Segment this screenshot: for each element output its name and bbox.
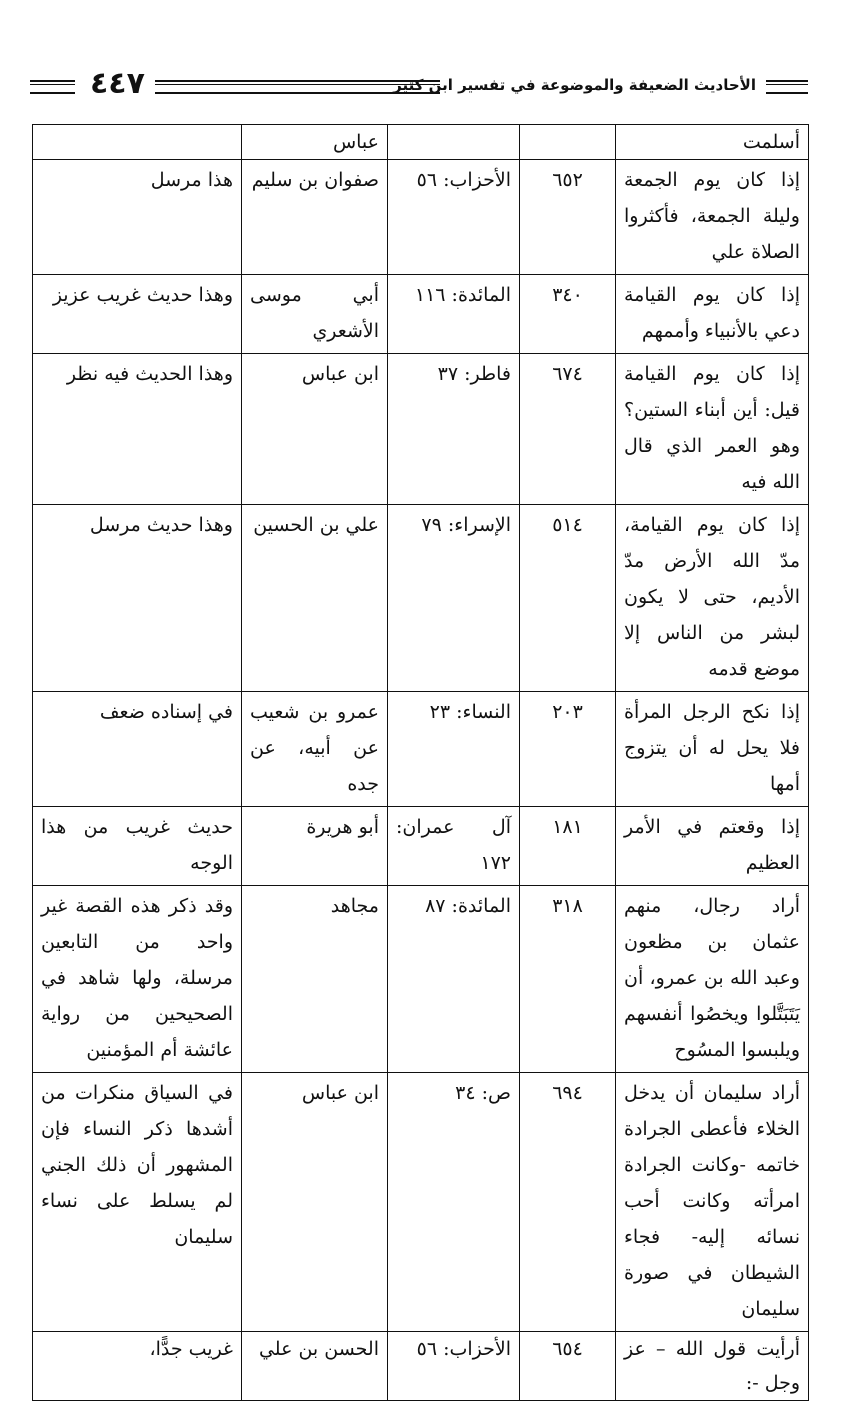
header-rule-right: [766, 80, 808, 94]
verse-reference-cell: فاطر: ٣٧: [388, 354, 520, 505]
ruling-cell: حديث غريب من هذا الوجه: [33, 807, 242, 886]
hadith-number-cell: [520, 125, 616, 160]
hadith-table: [32, 124, 809, 1401]
hadith-text-cell: أرأيت قول الله – عز وجل -:: [616, 1332, 809, 1401]
table-row: [33, 505, 809, 692]
narrator-cell: أبي موسى الأشعري: [242, 275, 388, 354]
ruling-cell: غريب جدًّا،: [33, 1332, 242, 1401]
hadith-text-cell: أراد سليمان أن يدخل الخلاء فأعطى الجرادة خاتمه -وكانت الجرادة امرأته وكانت أحب نسائه إليه- فجاء الشيطان في صورة سليمان: [616, 1073, 809, 1332]
ruling-cell: في السياق منكرات من أشدها ذكر النساء فإن المشهور أن ذلك الجني لم يسلط على نساء سليمان: [33, 1073, 242, 1332]
narrator-cell: أبو هريرة: [242, 807, 388, 886]
hadith-number-cell: ٦٩٤: [520, 1073, 616, 1332]
table-row: [33, 1073, 809, 1332]
hadith-text-cell: أراد رجال، منهم عثمان بن مظعون وعبد الله بن عمرو، أن يَتَبَتَّلوا ويخصُوا أنفسهم ويلبسوا المسُوح: [616, 886, 809, 1073]
verse-reference-cell: الإسراء: ٧٩: [388, 505, 520, 692]
narrator-cell: صفوان بن سليم: [242, 160, 388, 275]
table-row: [33, 1332, 809, 1401]
table-row: [33, 275, 809, 354]
table-row: [33, 807, 809, 886]
page-number: ٤٤٧: [90, 66, 145, 101]
narrator-cell: ابن عباس: [242, 1073, 388, 1332]
verse-reference-cell: ص: ٣٤: [388, 1073, 520, 1332]
table-row: [33, 886, 809, 1073]
hadith-number-cell: ٣٤٠: [520, 275, 616, 354]
hadith-number-cell: ١٨١: [520, 807, 616, 886]
hadith-text-cell: إذا وقعتم في الأمر العظيم: [616, 807, 809, 886]
ruling-cell: وهذا حديث غريب عزيز: [33, 275, 242, 354]
narrator-cell: الحسن بن علي: [242, 1332, 388, 1401]
page-header: [30, 62, 808, 106]
running-title: الأحاديث الضعيفة والموضوعة في تفسير ابن كثير: [393, 76, 756, 94]
hadith-number-cell: ٢٠٣: [520, 692, 616, 807]
narrator-cell: علي بن الحسين: [242, 505, 388, 692]
ruling-cell: وهذا حديث مرسل: [33, 505, 242, 692]
narrator-cell: عباس: [242, 125, 388, 160]
table-row: [33, 692, 809, 807]
ruling-cell: وقد ذكر هذه القصة غير واحد من التابعين مرسلة، ولها شاهد في الصحيحين من رواية عائشة أم المؤمنين: [33, 886, 242, 1073]
ruling-cell: هذا مرسل: [33, 160, 242, 275]
verse-reference-cell: النساء: ٢٣: [388, 692, 520, 807]
verse-reference-cell: [388, 125, 520, 160]
hadith-number-cell: ٦٧٤: [520, 354, 616, 505]
header-rule-middle: [155, 80, 440, 94]
hadith-text-cell: إذا نكح الرجل المرأة فلا يحل له أن يتزوج أمها: [616, 692, 809, 807]
hadith-number-cell: ٥١٤: [520, 505, 616, 692]
ruling-cell: في إسناده ضعف: [33, 692, 242, 807]
hadith-text-cell: أسلمت: [616, 125, 809, 160]
hadith-text-cell: إذا كان يوم الجمعة وليلة الجمعة، فأكثروا الصلاة علي: [616, 160, 809, 275]
hadith-text-cell: إذا كان يوم القيامة دعي بالأنبياء وأممهم: [616, 275, 809, 354]
hadith-number-cell: ٣١٨: [520, 886, 616, 1073]
table-row: [33, 160, 809, 275]
ruling-cell: وهذا الحديث فيه نظر: [33, 354, 242, 505]
verse-reference-cell: آل عمران: ١٧٢: [388, 807, 520, 886]
verse-reference-cell: المائدة: ٨٧: [388, 886, 520, 1073]
table-row: [33, 125, 809, 160]
verse-reference-cell: الأحزاب: ٥٦: [388, 160, 520, 275]
verse-reference-cell: الأحزاب: ٥٦: [388, 1332, 520, 1401]
narrator-cell: عمرو بن شعيب عن أبيه، عن جده: [242, 692, 388, 807]
hadith-number-cell: ٦٥٢: [520, 160, 616, 275]
narrator-cell: ابن عباس: [242, 354, 388, 505]
hadith-text-cell: إذا كان يوم القيامة قيل: أين أبناء الستين؟ وهو العمر الذي قال الله فيه: [616, 354, 809, 505]
hadith-number-cell: ٦٥٤: [520, 1332, 616, 1401]
hadith-text-cell: إذا كان يوم القيامة، مدّ الله الأرض مدّ الأديم، حتى لا يكون لبشر من الناس إلا موضع قدمه: [616, 505, 809, 692]
header-rule-left: [30, 80, 75, 94]
verse-reference-cell: المائدة: ١١٦: [388, 275, 520, 354]
table-row: [33, 354, 809, 505]
ruling-cell: [33, 125, 242, 160]
narrator-cell: مجاهد: [242, 886, 388, 1073]
